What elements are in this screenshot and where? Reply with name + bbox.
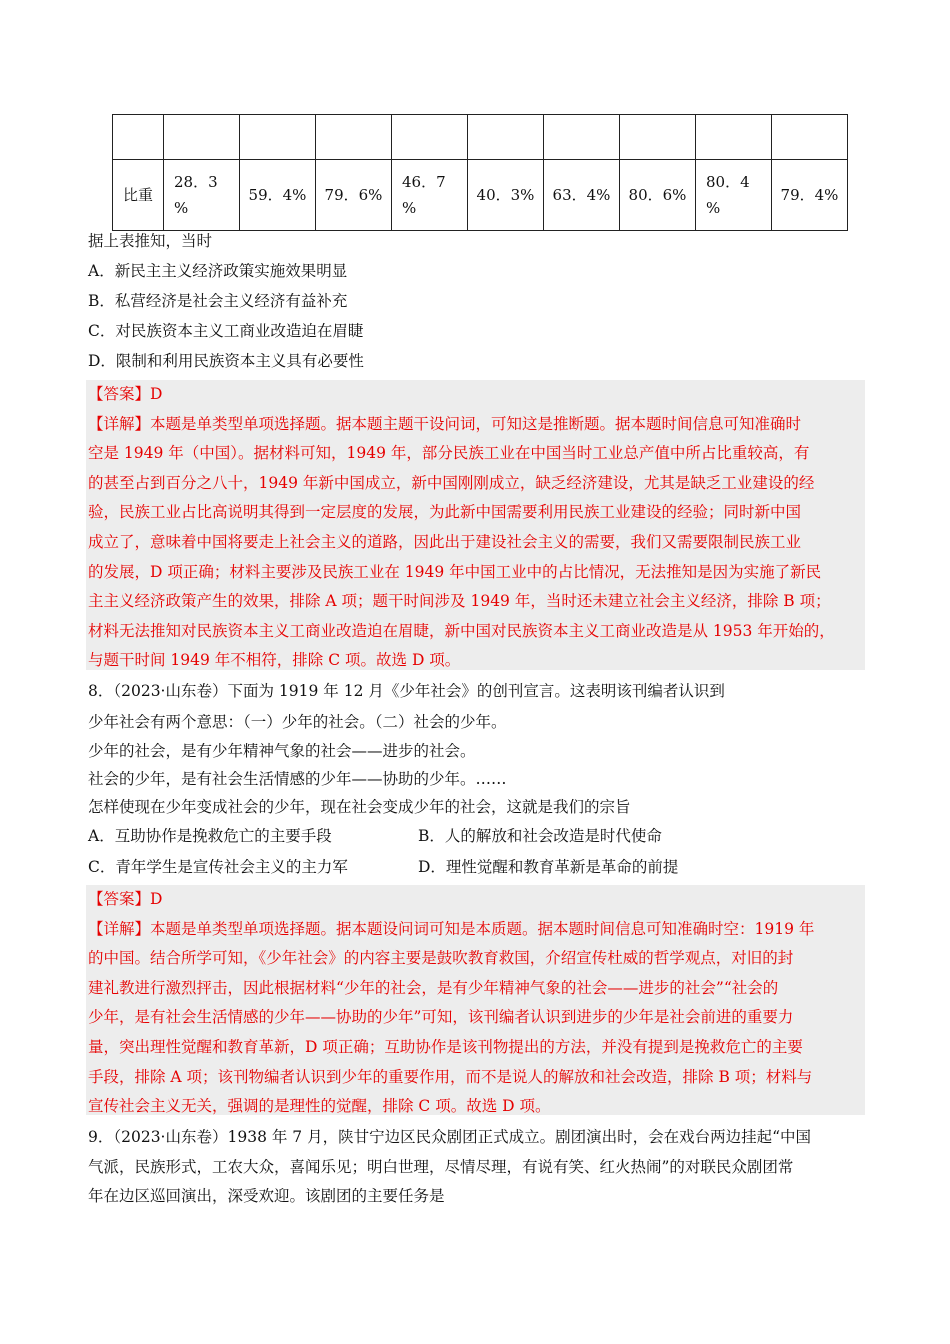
table-cell (620, 115, 696, 160)
q7-option-c: C．对民族资本主义工商业改造迫在眉睫 (88, 322, 364, 340)
q8-option-b: B．人的解放和社会改造是时代使命 (418, 827, 662, 845)
table-cell (240, 115, 316, 160)
q8-explain-line: 【详解】本题是单类型单项选择题。据本题设问词可知是本质题。据本题时间信息可知准确时空：1919 年 (88, 920, 815, 938)
q8-stem-line: 少年社会有两个意思：（一）少年的社会。（二）社会的少年。 (88, 713, 507, 731)
table-cell: 59．4% (240, 160, 316, 231)
q7-explain-line: 【详解】本题是单类型单项选择题。据本题主题干设问词，可知这是推断题。据本题时间信息可知准确时 (88, 415, 802, 433)
q7-explain-line: 主主义经济政策产生的效果，排除 A 项；题干时间涉及 1949 年，当时还未建立社会主义经济，排除 B 项； (88, 592, 831, 610)
q8-stem-line: 少年的社会，是有少年精神气象的社会——进步的社会。 (88, 742, 476, 760)
row-label: 比重 (113, 160, 164, 231)
table-cell (696, 115, 772, 160)
table-cell: 63．4% (544, 160, 620, 231)
table-cell: 46．7 % (392, 160, 468, 231)
q7-explain-line: 验，民族工业占比高说明其得到一定层度的发展，为此新中国需要利用民族工业建设的经验；同时新中国 (88, 503, 802, 521)
q8-explain-line: 量，突出理性觉醒和教育革新，D 项正确；互助协作是该刊物提出的方法，并没有提到是挽救危亡的主要 (88, 1038, 803, 1056)
q7-stem: 据上表推知，当时 (88, 232, 213, 250)
table-cell (544, 115, 620, 160)
q9-stem-line: 9．（2023·山东卷）1938 年 7 月，陕甘宁边区民众剧团正式成立。剧团演出时，会在戏台两边挂起“中国 (88, 1128, 812, 1146)
q8-explain-line: 手段，排除 A 项；该刊物编者认识到少年的重要作用，而不是说人的解放和社会改造，排除 B 项；材料与 (88, 1068, 813, 1086)
q8-explain-line: 少年，是有社会生活情感的少年——协助的少年”可知，该刊编者认识到进步的少年是社会前进的重要力 (88, 1008, 794, 1026)
q8-stem-line: 8．（2023·山东卷）下面为 1919 年 12 月《少年社会》的创刊宣言。这表明该刊编者认识到 (88, 682, 725, 700)
q7-explain-line: 的发展，D 项正确；材料主要涉及民族工业在 1949 年中国工业中的占比情况，无法推知是因为实施了新民 (88, 563, 822, 581)
q9-stem-line: 年在边区巡回演出，深受欢迎。该剧团的主要任务是 (88, 1187, 445, 1205)
q9-stem-line: 气派，民族形式，工农大众，喜闻乐见；明白世理，尽情尽理，有说有笑、红火热闹”的对联民众剧团常 (88, 1158, 794, 1176)
table-cell (468, 115, 544, 160)
table-cell: 79．4% (772, 160, 848, 231)
q7-explain-line: 空是 1949 年（中国）。据材料可知，1949 年，部分民族工业在中国当时工业总产值中所占比重较高，有 (88, 444, 810, 462)
q8-option-d: D．理性觉醒和教育革新是革命的前提 (418, 858, 679, 876)
q7-explain-line: 与题干时间 1949 年不相符，排除 C 项。故选 D 项。 (88, 651, 461, 669)
table-cell (164, 115, 240, 160)
q7-option-a: A．新民主主义经济政策实施效果明显 (88, 262, 348, 280)
table-cell (113, 115, 164, 160)
q8-explain-line: 宣传社会主义无关，强调的是理性的觉醒，排除 C 项。故选 D 项。 (88, 1097, 551, 1115)
table-cell: 80．4 % (696, 160, 772, 231)
table-cell: 40．3% (468, 160, 544, 231)
table-cell: 80．6% (620, 160, 696, 231)
q7-option-d: D．限制和利用民族资本主义具有必要性 (88, 352, 364, 370)
table-cell (316, 115, 392, 160)
q7-explain-line: 的甚至占到百分之八十，1949 年新中国成立，新中国刚刚成立，缺乏经济建设，尤其是缺乏工业建设的经 (88, 474, 815, 492)
table-row (113, 160, 848, 231)
q8-explain-line: 的中国。结合所学可知，《少年社会》的内容主要是鼓吹教育救国，介绍宣传杜威的哲学观点，对旧的封 (88, 949, 794, 967)
q8-stem-line: 怎样使现在少年变成社会的少年，现在社会变成少年的社会，这就是我们的宗旨 (88, 798, 631, 816)
table-cell: 79．6% (316, 160, 392, 231)
q8-stem-line: 社会的少年，是有社会生活情感的少年——协助的少年。…… (88, 770, 507, 788)
q8-option-c: C．青年学生是宣传社会主义的主力军 (88, 858, 348, 876)
data-table (112, 114, 848, 231)
q7-answer: 【答案】D (88, 385, 163, 403)
table-cell (772, 115, 848, 160)
q7-explain-line: 成立了，意味着中国将要走上社会主义的道路，因此出于建设社会主义的需要，我们又需要限制民族工业 (88, 533, 802, 551)
q7-explain-line: 材料无法推知对民族资本主义工商业改造迫在眉睫，新中国对民族资本主义工商业改造是从 1953 年开始的， (88, 622, 835, 640)
table-row (113, 115, 848, 160)
table-cell: 28．3 % (164, 160, 240, 231)
q7-option-b: B．私营经济是社会主义经济有益补充 (88, 292, 348, 310)
q8-explain-line: 建礼教进行激烈抨击，因此根据材料“少年的社会，是有少年精神气象的社会——进步的社会”“社会的 (88, 979, 779, 997)
q8-answer: 【答案】D (88, 890, 163, 908)
table-cell (392, 115, 468, 160)
q8-option-a: A．互助协作是挽救危亡的主要手段 (88, 827, 332, 845)
